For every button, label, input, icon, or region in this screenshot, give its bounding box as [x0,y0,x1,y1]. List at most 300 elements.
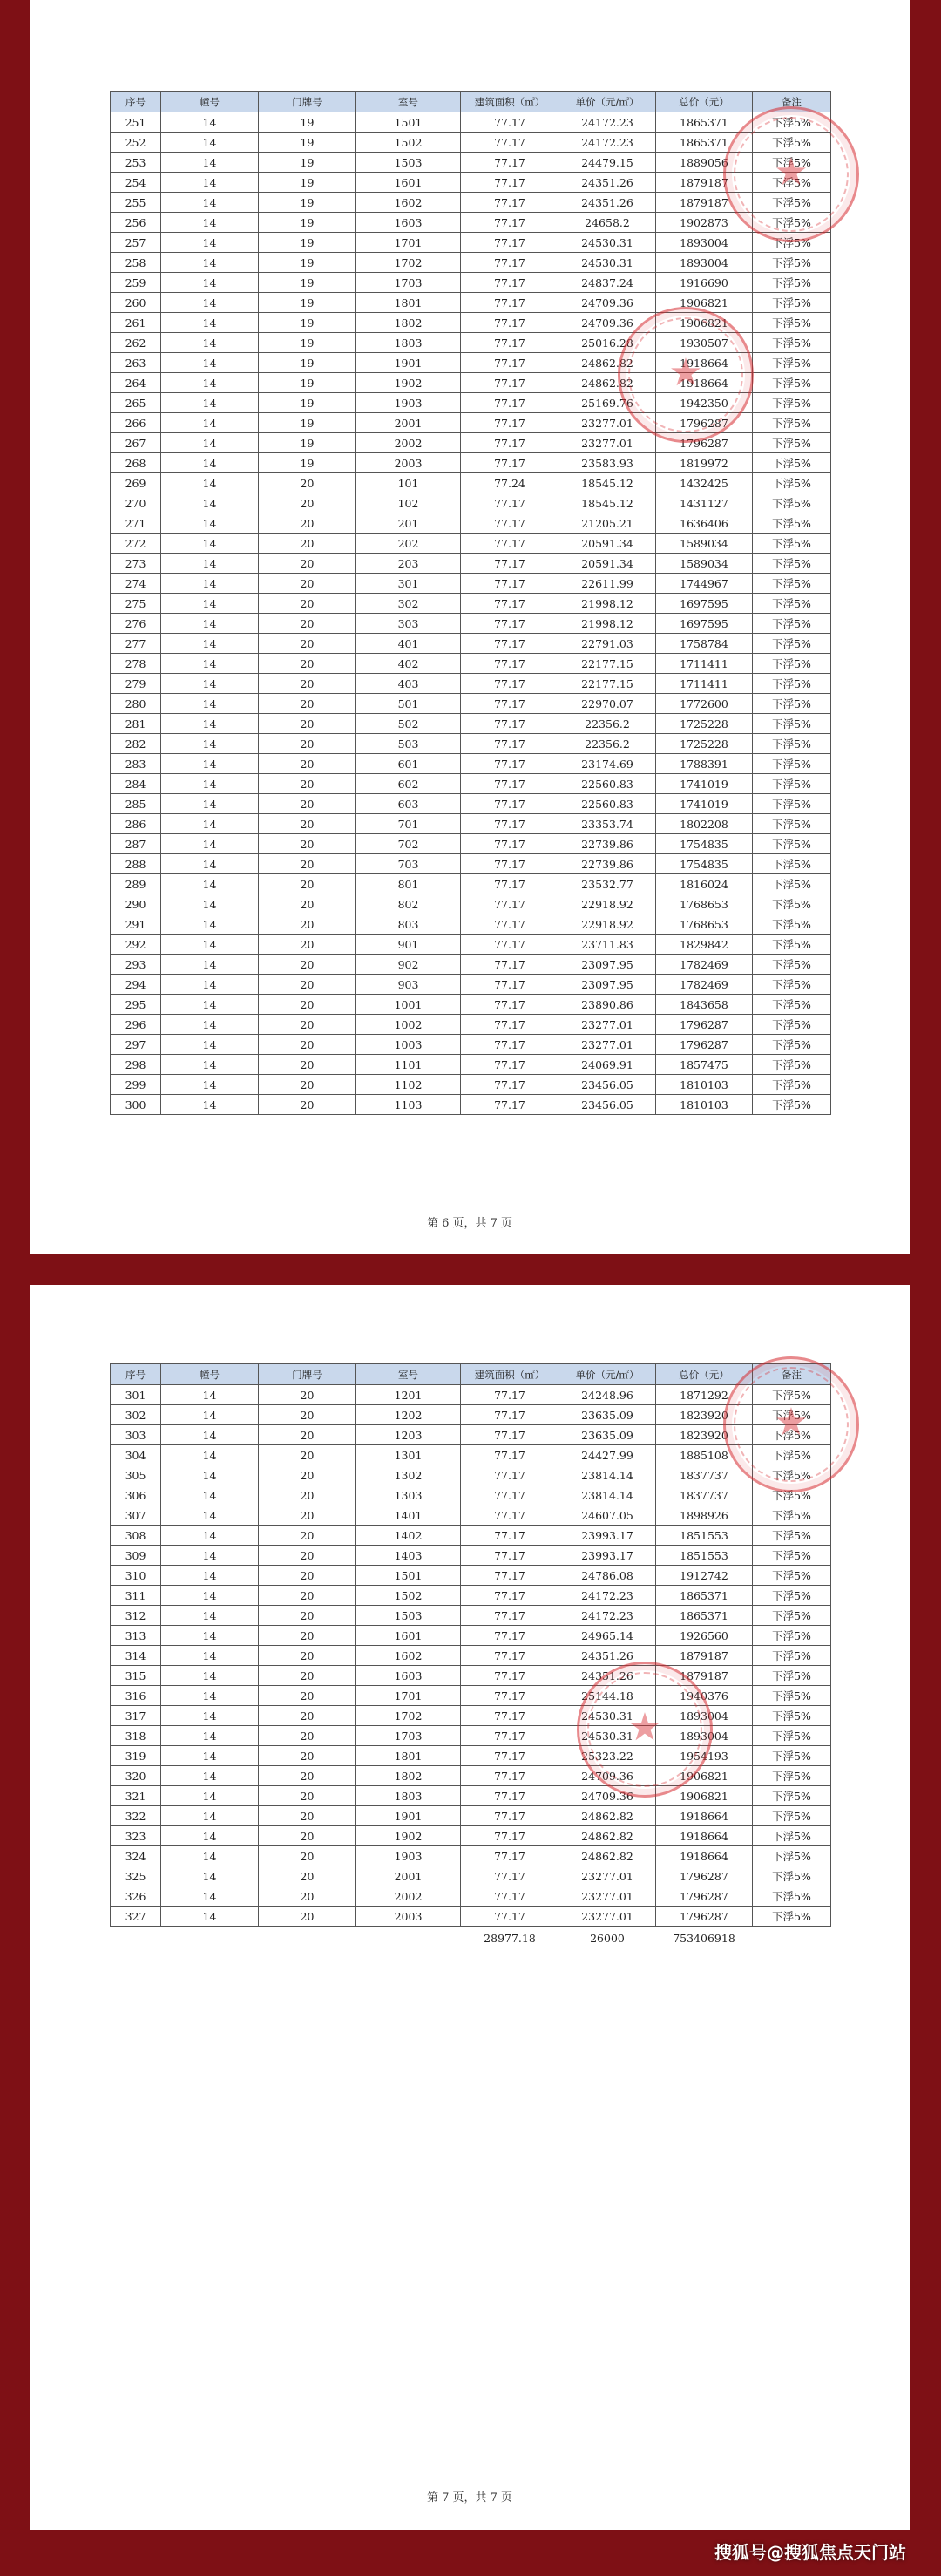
cell-building: 14 [161,714,259,734]
cell-unit-price: 23097.95 [559,955,656,975]
table-row [111,1075,831,1095]
cell-door: 19 [259,233,356,253]
table-row [111,233,831,253]
cell-remark: 下浮5% [753,433,831,453]
table-row [111,975,831,995]
cell-area: 77.17 [461,1686,559,1706]
cell-area: 77.17 [461,273,559,293]
cell-unit-price: 23635.09 [559,1425,656,1445]
cell-area: 77.17 [461,894,559,914]
cell-unit-price: 24172.23 [559,1606,656,1626]
cell-remark: 下浮5% [753,193,831,213]
table-row [111,774,831,794]
cell-building: 14 [161,1726,259,1746]
cell-seq: 284 [111,774,161,794]
cell-seq: 266 [111,413,161,433]
cell-building: 14 [161,173,259,193]
cell-door: 19 [259,313,356,333]
cell-door: 20 [259,594,356,614]
cell-door: 20 [259,534,356,554]
page-number: 第 6 页，共 7 页 [426,1217,513,1230]
cell-seq: 270 [111,493,161,513]
cell-seq: 325 [111,1866,161,1886]
cell-total-price: 1865371 [656,1606,753,1626]
cell-door: 20 [259,1526,356,1546]
table-row [111,1385,831,1405]
cell-total-price: 1912742 [656,1566,753,1586]
cell-building: 14 [161,133,259,153]
cell-total-price: 1796287 [656,1866,753,1886]
cell-remark: 下浮5% [753,293,831,313]
cell-building: 14 [161,1425,259,1445]
cell-area: 77.17 [461,754,559,774]
cell-building: 14 [161,754,259,774]
table-row [111,433,831,453]
table-row [111,1095,831,1115]
cell-remark: 下浮5% [753,1035,831,1055]
table-body [111,112,831,1115]
cell-building: 14 [161,894,259,914]
cell-door: 20 [259,1505,356,1526]
table-body [111,1385,831,1927]
table-row [111,1546,831,1566]
table-row [111,534,831,554]
cell-room: 1702 [356,253,461,273]
cell-room: 401 [356,634,461,654]
cell-total-price: 1879187 [656,1646,753,1666]
cell-seq: 252 [111,133,161,153]
cell-room: 1203 [356,1425,461,1445]
cell-area: 77.17 [461,634,559,654]
cell-building: 14 [161,1445,259,1465]
cell-door: 20 [259,1866,356,1886]
cell-building: 14 [161,193,259,213]
cell-building: 14 [161,353,259,373]
cell-area: 77.17 [461,874,559,894]
table-row [111,1646,831,1666]
cell-seq: 258 [111,253,161,273]
cell-seq: 255 [111,193,161,213]
cell-remark: 下浮5% [753,1686,831,1706]
cell-remark: 下浮5% [753,1826,831,1846]
cell-door: 20 [259,574,356,594]
cell-unit-price: 24351.26 [559,1666,656,1686]
cell-seq: 253 [111,153,161,173]
cell-room: 2002 [356,433,461,453]
cell-door: 20 [259,634,356,654]
cell-remark: 下浮5% [753,955,831,975]
cell-remark: 下浮5% [753,1526,831,1546]
table-row [111,955,831,975]
cell-unit-price: 24427.99 [559,1445,656,1465]
cell-area: 77.17 [461,1075,559,1095]
cell-unit-price: 23277.01 [559,433,656,453]
cell-unit-price: 21205.21 [559,513,656,534]
cell-total-price: 1857475 [656,1055,753,1075]
cell-unit-price: 24862.82 [559,1806,656,1826]
cell-room: 1903 [356,1846,461,1866]
cell-total-price: 1772600 [656,694,753,714]
cell-seq: 300 [111,1095,161,1115]
cell-door: 20 [259,894,356,914]
cell-seq: 251 [111,112,161,133]
cell-remark: 下浮5% [753,1566,831,1586]
cell-area: 77.17 [461,574,559,594]
cell-unit-price: 24351.26 [559,193,656,213]
cell-total-price: 1865371 [656,112,753,133]
page-number: 第 7 页，共 7 页 [426,2491,513,2505]
cell-total-price: 1898926 [656,1505,753,1526]
cell-seq: 311 [111,1586,161,1606]
header-seq: 序号 [111,92,161,112]
total-unit-price: 26000 [590,1931,625,1945]
table-row [111,554,831,574]
cell-total-price: 1918664 [656,1846,753,1866]
cell-seq: 277 [111,634,161,654]
cell-building: 14 [161,233,259,253]
table-row [111,834,831,854]
cell-area: 77.17 [461,1405,559,1425]
cell-area: 77.17 [461,1886,559,1907]
cell-room: 1502 [356,133,461,153]
cell-room: 503 [356,734,461,754]
cell-remark: 下浮5% [753,333,831,353]
cell-remark: 下浮5% [753,353,831,373]
cell-door: 20 [259,1846,356,1866]
cell-door: 20 [259,774,356,794]
table-row [111,333,831,353]
cell-door: 20 [259,794,356,814]
cell-total-price: 1837737 [656,1465,753,1485]
cell-room: 1401 [356,1505,461,1526]
cell-total-price: 1711411 [656,654,753,674]
cell-area: 77.17 [461,1055,559,1075]
table-row [111,1405,831,1425]
cell-room: 1902 [356,373,461,393]
cell-room: 1803 [356,333,461,353]
cell-area: 77.17 [461,1746,559,1766]
cell-room: 502 [356,714,461,734]
cell-room: 1703 [356,273,461,293]
cell-seq: 282 [111,734,161,754]
cell-unit-price: 22356.2 [559,734,656,754]
cell-building: 14 [161,333,259,353]
cell-remark: 下浮5% [753,313,831,333]
cell-unit-price: 22611.99 [559,574,656,594]
cell-building: 14 [161,694,259,714]
cell-remark: 下浮5% [753,1075,831,1095]
cell-remark: 下浮5% [753,1706,831,1726]
cell-seq: 306 [111,1485,161,1505]
cell-unit-price: 23456.05 [559,1095,656,1115]
cell-door: 20 [259,914,356,935]
cell-seq: 278 [111,654,161,674]
cell-total-price: 1940376 [656,1686,753,1706]
cell-room: 1303 [356,1485,461,1505]
cell-area: 77.17 [461,293,559,313]
cell-room: 1802 [356,313,461,333]
cell-building: 14 [161,1485,259,1505]
cell-total-price: 1589034 [656,534,753,554]
cell-total-price: 1885108 [656,1445,753,1465]
cell-door: 20 [259,694,356,714]
cell-seq: 317 [111,1706,161,1726]
cell-door: 20 [259,1485,356,1505]
cell-unit-price: 22791.03 [559,634,656,654]
cell-building: 14 [161,373,259,393]
cell-seq: 281 [111,714,161,734]
cell-building: 14 [161,614,259,634]
cell-door: 20 [259,513,356,534]
cell-remark: 下浮5% [753,1646,831,1666]
table-row [111,714,831,734]
cell-unit-price: 24709.36 [559,1786,656,1806]
cell-area: 77.17 [461,935,559,955]
cell-seq: 295 [111,995,161,1015]
cell-remark: 下浮5% [753,935,831,955]
cell-seq: 322 [111,1806,161,1826]
cell-seq: 287 [111,834,161,854]
cell-door: 20 [259,1465,356,1485]
cell-building: 14 [161,995,259,1015]
table-row [111,614,831,634]
cell-seq: 262 [111,333,161,353]
cell-seq: 263 [111,353,161,373]
cell-area: 77.17 [461,1095,559,1115]
header-unit-price: 单价（元/㎡） [559,92,656,112]
cell-room: 1803 [356,1786,461,1806]
cell-area: 77.17 [461,1866,559,1886]
cell-room: 402 [356,654,461,674]
cell-seq: 309 [111,1546,161,1566]
cell-door: 20 [259,1546,356,1566]
cell-total-price: 1942350 [656,393,753,413]
cell-room: 1903 [356,393,461,413]
table-row [111,1786,831,1806]
cell-seq: 283 [111,754,161,774]
cell-remark: 下浮5% [753,1385,831,1405]
table-row [111,173,831,193]
cell-unit-price: 22739.86 [559,854,656,874]
cell-total-price: 1918664 [656,353,753,373]
cell-building: 14 [161,1075,259,1095]
cell-seq: 291 [111,914,161,935]
cell-door: 19 [259,193,356,213]
cell-room: 1501 [356,1566,461,1586]
cell-area: 77.17 [461,1445,559,1465]
cell-area: 77.17 [461,493,559,513]
cell-building: 14 [161,112,259,133]
cell-door: 19 [259,453,356,473]
cell-area: 77.17 [461,1465,559,1485]
cell-seq: 319 [111,1746,161,1766]
cell-door: 20 [259,754,356,774]
cell-total-price: 1796287 [656,1886,753,1907]
cell-area: 77.17 [461,1606,559,1626]
cell-unit-price: 22177.15 [559,654,656,674]
cell-room: 1302 [356,1465,461,1485]
cell-room: 601 [356,754,461,774]
cell-remark: 下浮5% [753,1886,831,1907]
cell-room: 1103 [356,1095,461,1115]
cell-area: 77.17 [461,1666,559,1686]
cell-building: 14 [161,1866,259,1886]
cell-unit-price: 18545.12 [559,473,656,493]
cell-building: 14 [161,955,259,975]
cell-remark: 下浮5% [753,674,831,694]
table-row [111,153,831,173]
cell-room: 203 [356,554,461,574]
cell-area: 77.17 [461,554,559,574]
cell-total-price: 1432425 [656,473,753,493]
table-header-row [111,92,831,112]
cell-door: 20 [259,1095,356,1115]
cell-remark: 下浮5% [753,153,831,173]
table-row [111,1766,831,1786]
cell-room: 1001 [356,995,461,1015]
cell-area: 77.17 [461,794,559,814]
cell-unit-price: 23277.01 [559,1907,656,1927]
cell-unit-price: 22560.83 [559,774,656,794]
cell-building: 14 [161,313,259,333]
cell-door: 19 [259,393,356,413]
cell-door: 20 [259,1726,356,1746]
cell-unit-price: 23277.01 [559,413,656,433]
cell-unit-price: 24172.23 [559,1586,656,1606]
table-row [111,914,831,935]
cell-unit-price: 23456.05 [559,1075,656,1095]
cell-unit-price: 24862.82 [559,373,656,393]
total-area: 28977.18 [484,1931,536,1945]
cell-remark: 下浮5% [753,975,831,995]
cell-remark: 下浮5% [753,1445,831,1465]
cell-area: 77.17 [461,333,559,353]
cell-room: 1502 [356,1586,461,1606]
cell-door: 20 [259,1886,356,1907]
cell-remark: 下浮5% [753,1766,831,1786]
cell-building: 14 [161,794,259,814]
cell-area: 77.17 [461,674,559,694]
cell-unit-price: 24479.15 [559,153,656,173]
cell-area: 77.17 [461,975,559,995]
cell-room: 302 [356,594,461,614]
cell-total-price: 1837737 [656,1485,753,1505]
cell-room: 1603 [356,213,461,233]
header-total-price: 总价（元） [656,1364,753,1385]
cell-remark: 下浮5% [753,1055,831,1075]
cell-door: 19 [259,153,356,173]
cell-room: 1901 [356,1806,461,1826]
cell-unit-price: 20591.34 [559,554,656,574]
cell-total-price: 1916690 [656,273,753,293]
cell-remark: 下浮5% [753,1606,831,1626]
cell-unit-price: 21998.12 [559,594,656,614]
cell-total-price: 1796287 [656,1907,753,1927]
source-watermark: 搜狐号@搜狐焦点天门站 [714,2542,906,2563]
cell-unit-price: 23814.14 [559,1485,656,1505]
table-row [111,1846,831,1866]
cell-door: 20 [259,714,356,734]
cell-remark: 下浮5% [753,594,831,614]
cell-remark: 下浮5% [753,554,831,574]
cell-total-price: 1741019 [656,794,753,814]
table-row [111,1706,831,1726]
cell-seq: 260 [111,293,161,313]
cell-total-price: 1796287 [656,1015,753,1035]
cell-total-price: 1893004 [656,1706,753,1726]
cell-building: 14 [161,1746,259,1766]
table-row [111,1606,831,1626]
cell-room: 602 [356,774,461,794]
table-row [111,694,831,714]
table-row [111,594,831,614]
cell-area: 77.17 [461,1907,559,1927]
cell-seq: 272 [111,534,161,554]
cell-remark: 下浮5% [753,1726,831,1746]
header-total-price: 总价（元） [656,92,753,112]
cell-total-price: 1816024 [656,874,753,894]
cell-room: 1901 [356,353,461,373]
cell-room: 102 [356,493,461,513]
cell-seq: 318 [111,1726,161,1746]
cell-door: 19 [259,373,356,393]
cell-seq: 269 [111,473,161,493]
table-row [111,874,831,894]
cell-room: 2001 [356,413,461,433]
cell-door: 20 [259,1706,356,1726]
cell-building: 14 [161,1095,259,1115]
cell-door: 20 [259,955,356,975]
cell-total-price: 1725228 [656,714,753,734]
cell-seq: 324 [111,1846,161,1866]
cell-remark: 下浮5% [753,1505,831,1526]
cell-building: 14 [161,493,259,513]
cell-area: 77.17 [461,995,559,1015]
cell-building: 14 [161,1886,259,1907]
cell-room: 101 [356,473,461,493]
cell-building: 14 [161,213,259,233]
cell-seq: 274 [111,574,161,594]
table-row [111,1826,831,1846]
cell-building: 14 [161,1526,259,1546]
cell-building: 14 [161,1606,259,1626]
table-row [111,1425,831,1445]
cell-seq: 302 [111,1405,161,1425]
header-room: 室号 [356,1364,461,1385]
cell-remark: 下浮5% [753,473,831,493]
table-row [111,1746,831,1766]
cell-area: 77.17 [461,774,559,794]
cell-total-price: 1810103 [656,1095,753,1115]
cell-total-price: 1768653 [656,914,753,935]
cell-building: 14 [161,935,259,955]
cell-building: 14 [161,1385,259,1405]
cell-seq: 310 [111,1566,161,1586]
cell-room: 1801 [356,1746,461,1766]
cell-remark: 下浮5% [753,1666,831,1686]
cell-area: 77.17 [461,1626,559,1646]
header-room: 室号 [356,92,461,112]
cell-unit-price: 24709.36 [559,293,656,313]
cell-door: 20 [259,654,356,674]
cell-seq: 273 [111,554,161,574]
cell-seq: 312 [111,1606,161,1626]
cell-remark: 下浮5% [753,133,831,153]
table-row [111,193,831,213]
cell-remark: 下浮5% [753,1405,831,1425]
cell-seq: 327 [111,1907,161,1927]
cell-door: 20 [259,1746,356,1766]
